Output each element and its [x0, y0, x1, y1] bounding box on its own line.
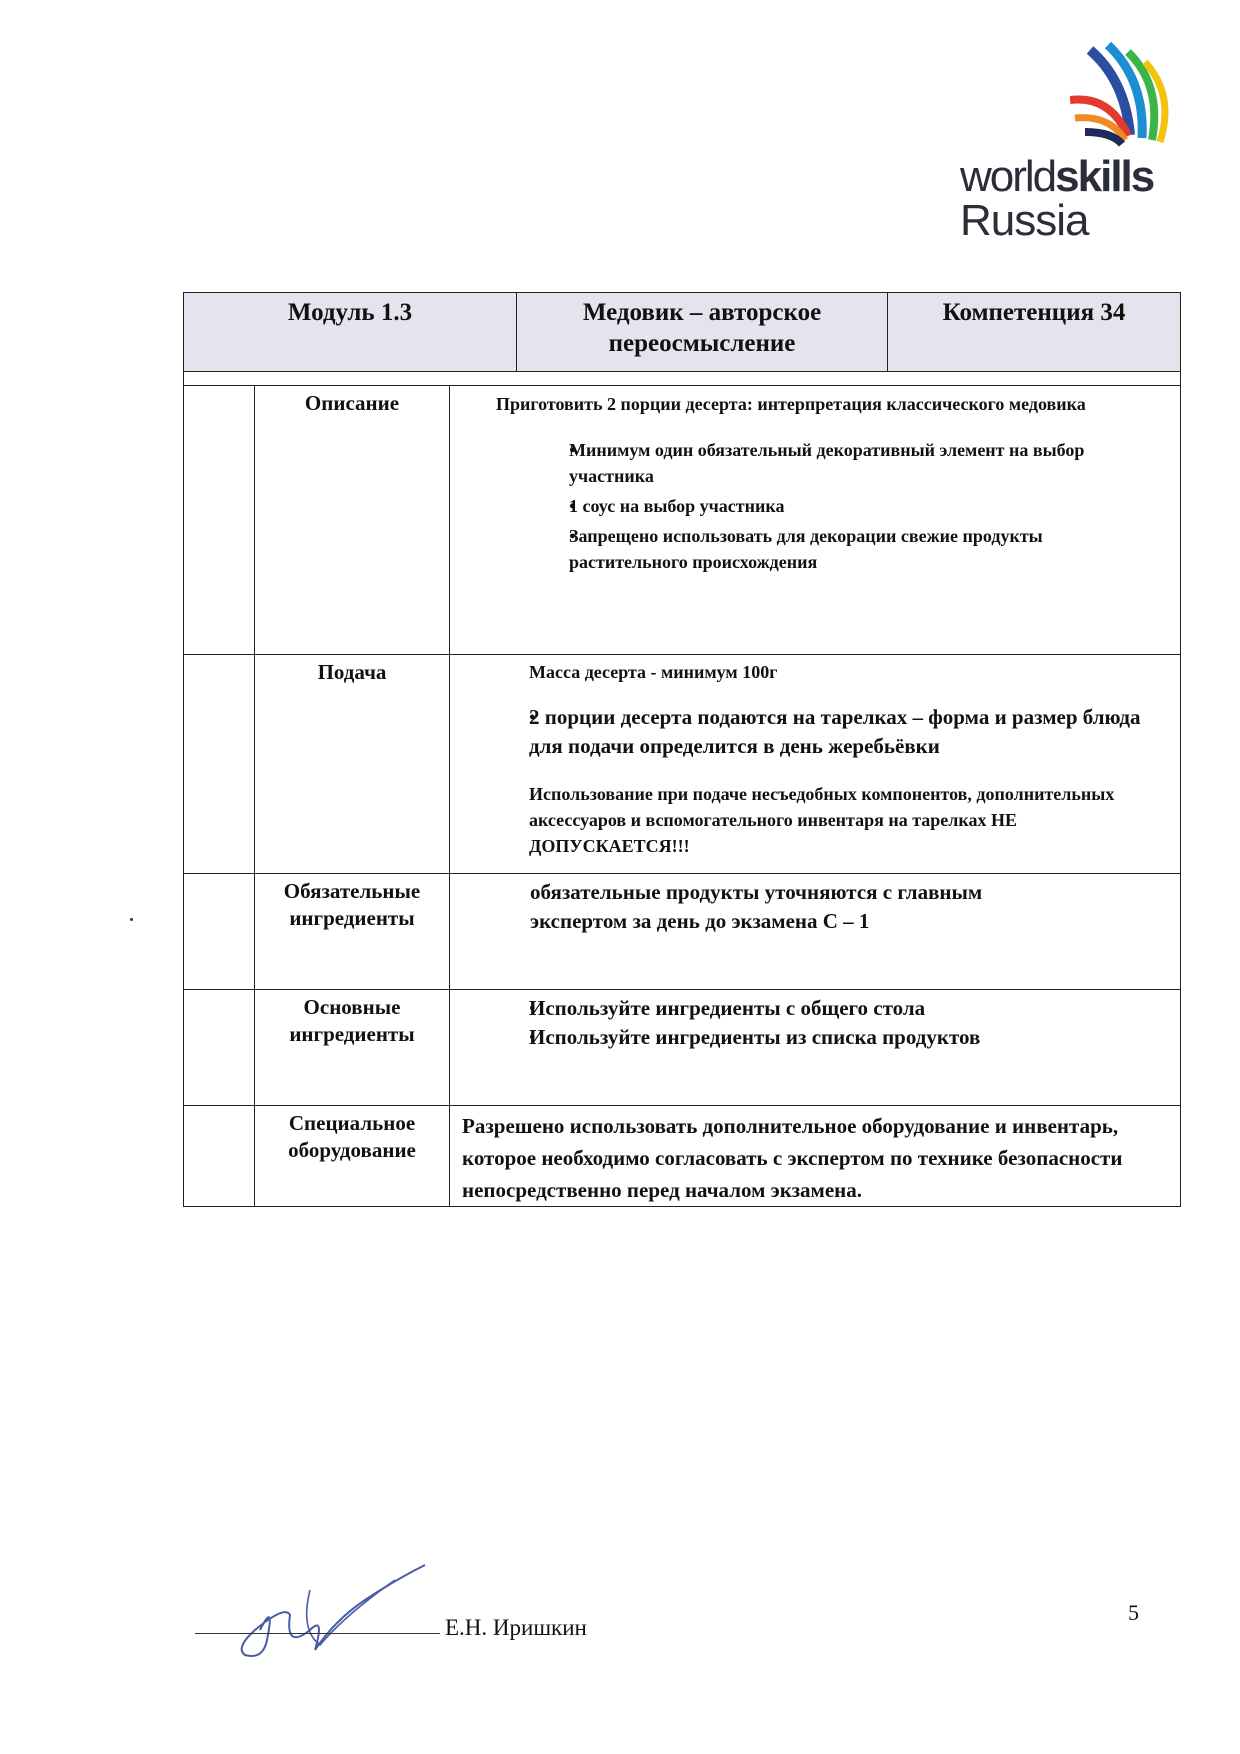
list-item: ● Минимум один обязательный декоративный элемент на выбор участника — [524, 437, 1160, 489]
signer-name: Е.Н. Иришкин — [445, 1615, 587, 1640]
module-label: Модуль 1.3 — [287, 299, 413, 326]
row-label: Обязательные ингредиенты — [255, 874, 450, 990]
row-description — [184, 386, 1181, 655]
serving-note: Использование при подаче несъедобных компонентов, дополнительных аксессуаров и вспомогательного инвентаря на тарелках НЕ ДОПУСКАЕТСЯ!!! — [529, 784, 1115, 856]
description-bullets — [524, 437, 1160, 575]
module-header-table — [183, 292, 1181, 372]
list-item: ● Запрещено использовать для декорации свежие продукты растительного происхождения — [524, 523, 1160, 575]
logo-word-skills: skills — [1055, 152, 1154, 201]
module-title: Медовик – авторское переосмысление — [582, 299, 822, 357]
worldskills-logo — [960, 40, 1220, 250]
module-cell — [184, 293, 517, 372]
row-label: Подача — [255, 655, 450, 874]
worldskills-mark-icon — [1070, 40, 1180, 150]
module-title-cell — [517, 293, 888, 372]
logo-word-world: world — [960, 152, 1056, 201]
list-item: ● 2 порции десерта подаются на тарелках – форма и размер блюда для подачи определится в день жеребьёвки — [495, 703, 1168, 761]
mandatory-text: обязательные продукты уточняются с главным экспертом за день до экзамена С – 1 — [450, 874, 1181, 990]
module-details-table — [183, 385, 1181, 1207]
row-label: Описание — [255, 386, 450, 655]
list-item: ● Используйте ингредиенты из списка продуктов — [495, 1023, 1168, 1052]
header-spacer — [183, 366, 1181, 386]
equipment-text: Разрешено использовать дополнительное оборудование и инвентарь, которое необходимо согласовать с экспертом по технике безопасности непосредственно перед началом экзамена. — [450, 1106, 1181, 1207]
row-label: Специальное оборудование — [255, 1106, 450, 1207]
logo-wordmark — [960, 152, 1154, 245]
page-number: 5 — [1128, 1600, 1139, 1625]
stray-dot — [130, 918, 133, 921]
competence-label: Компетенция 34 — [942, 299, 1126, 326]
signature-line — [195, 1633, 440, 1634]
logo-word-russia: Russia — [960, 196, 1089, 245]
description-intro: Приготовить 2 порции десерта: интерпретация классического медовика — [496, 394, 1086, 414]
row-label: Основные ингредиенты — [255, 990, 450, 1106]
list-item: ● Используйте ингредиенты с общего стола — [495, 994, 1168, 1023]
row-special-equipment — [184, 1106, 1181, 1207]
main-ingredients-bullets — [495, 994, 1168, 1052]
serving-mass: Масса десерта - минимум 100г — [529, 662, 778, 682]
row-mandatory-ingredients — [184, 874, 1181, 990]
signature-icon — [215, 1560, 435, 1670]
competence-cell — [888, 293, 1181, 372]
serving-bullets — [495, 703, 1168, 761]
row-main-ingredients — [184, 990, 1181, 1106]
list-item: ● 1 соус на выбор участника — [524, 493, 1160, 519]
row-serving — [184, 655, 1181, 874]
